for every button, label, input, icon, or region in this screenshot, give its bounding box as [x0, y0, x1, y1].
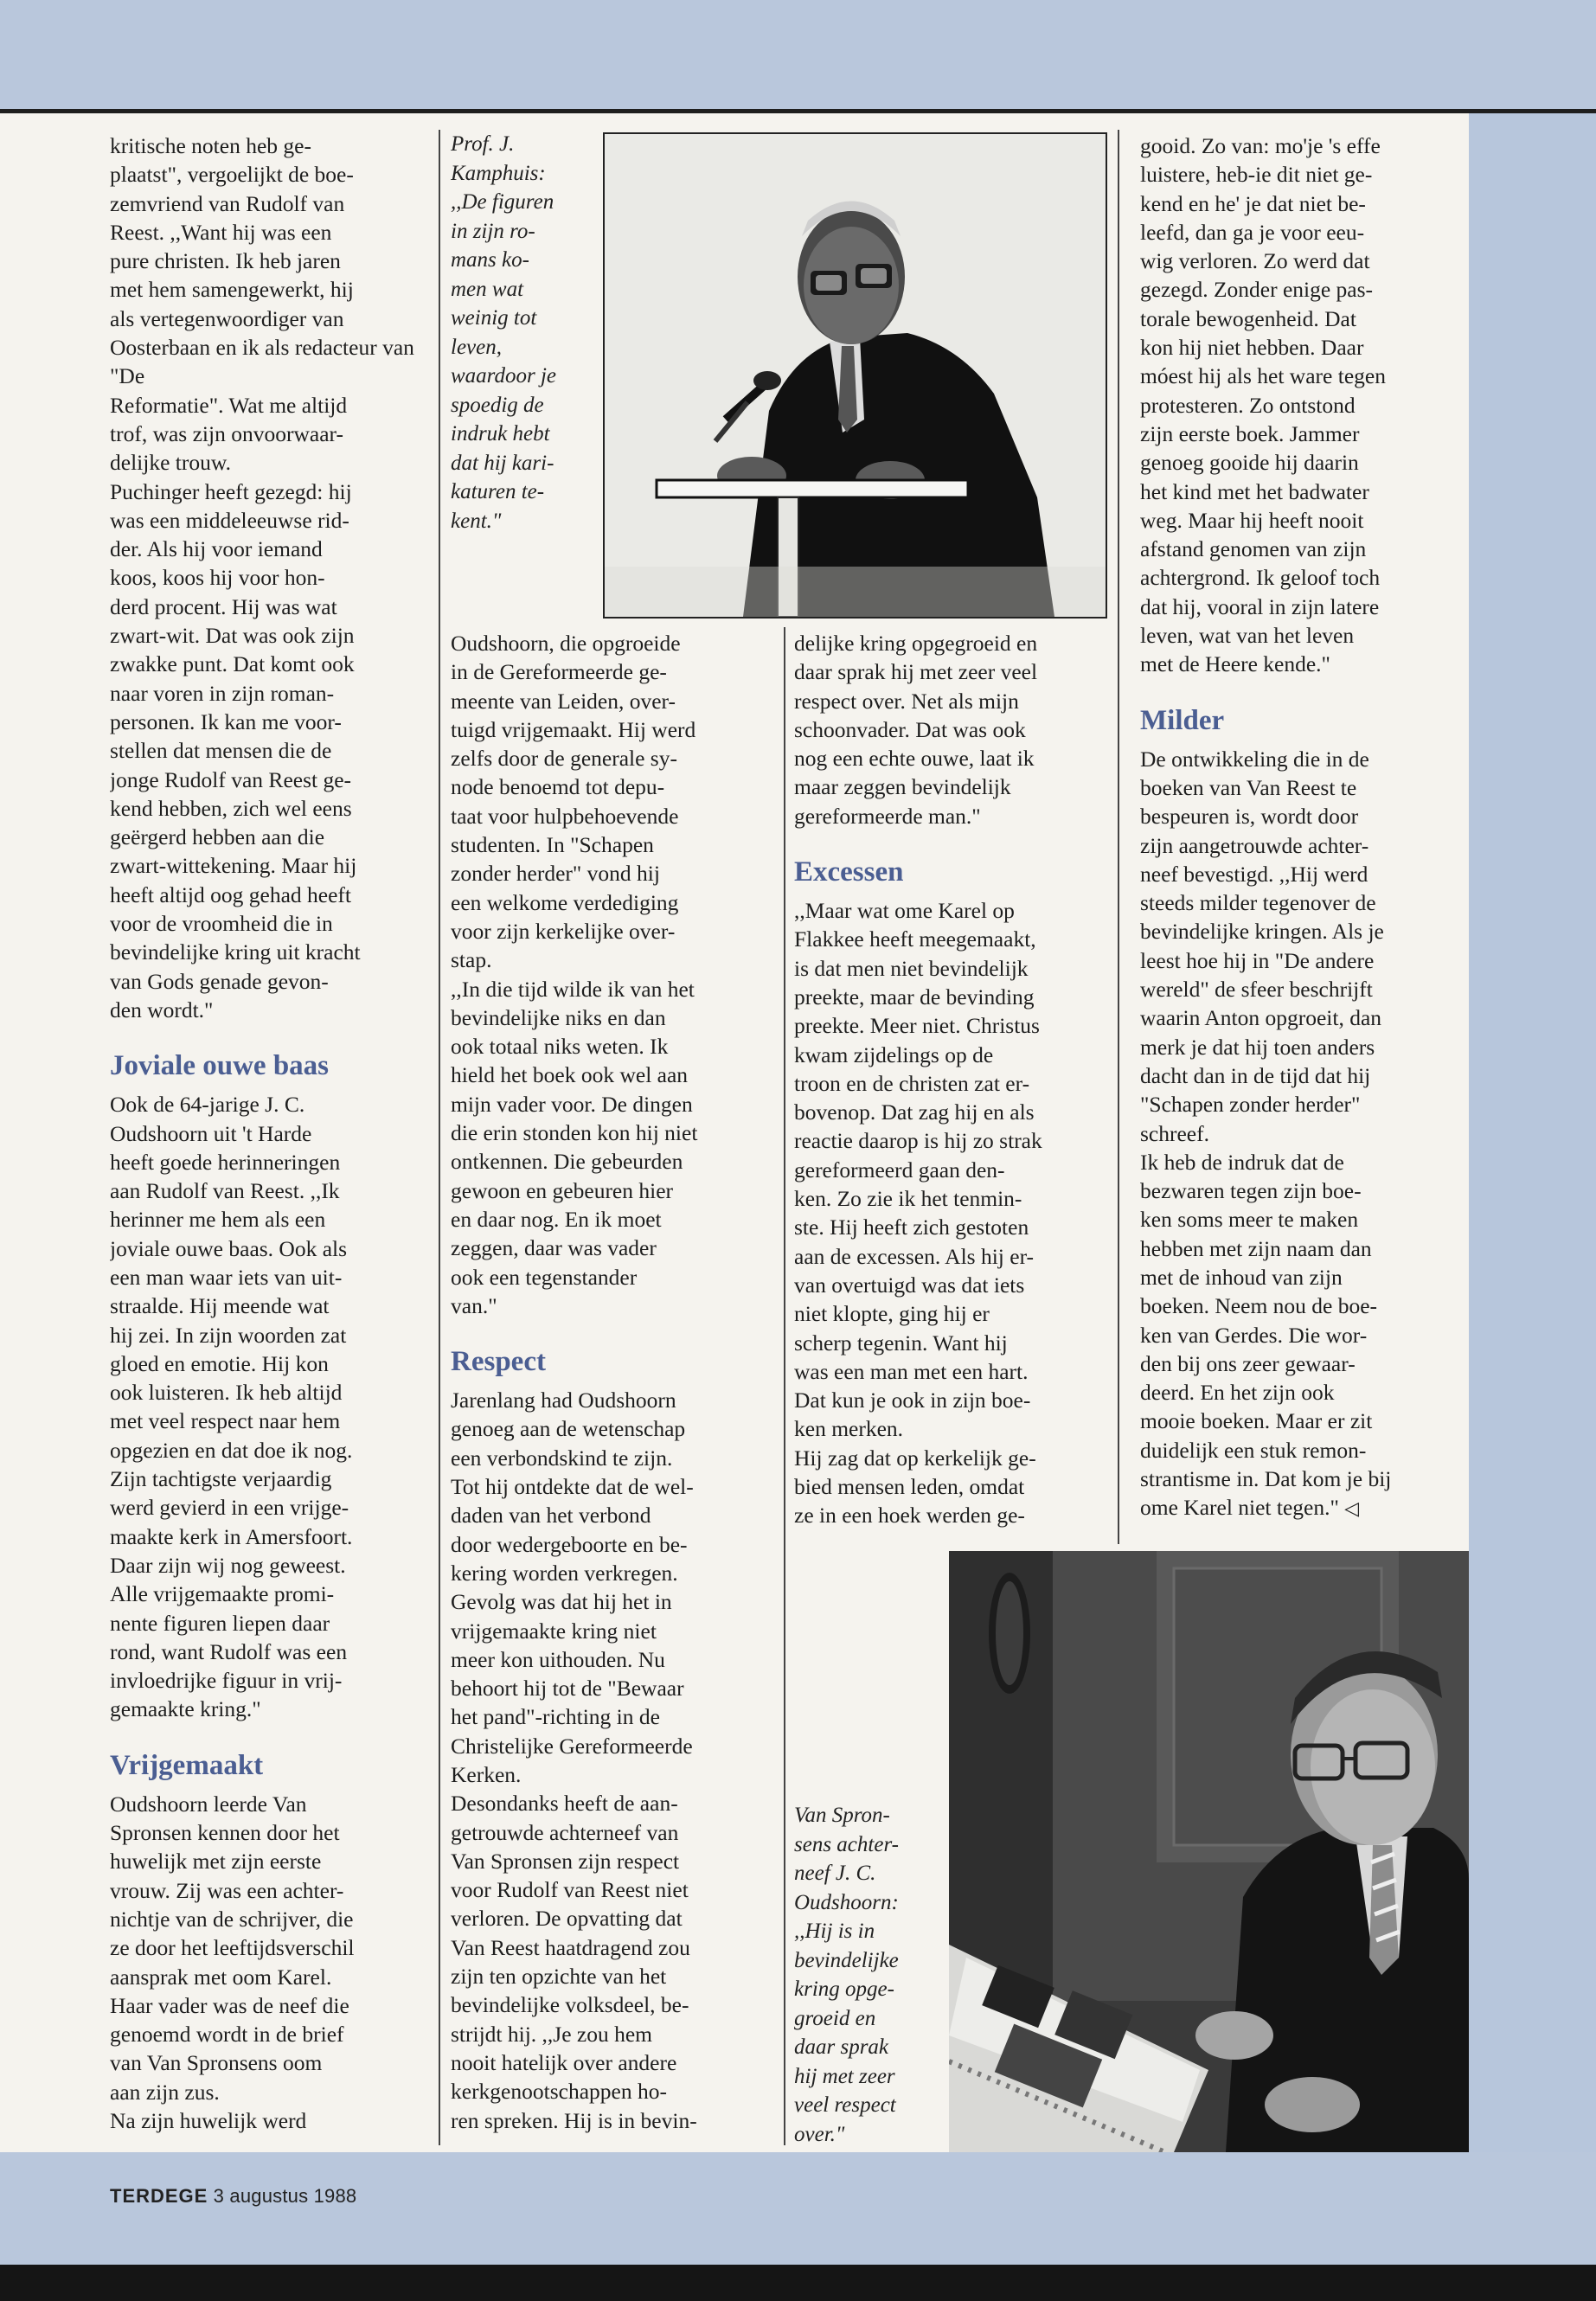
body-paragraph: gooid. Zo van: mo'je 's effe luistere, heb-ie dit niet ge- kend en he' je dat niet be- leefd, dan ga je voor eeu- wig verloren. Zo werd dat gezegd. Zonder enige pas- torale bewogenheid. Dat kon hij niet hebben. Daar móest hij als het ware tegen protesteren. Zo ontstond zijn eerste boek. Jammer genoeg gooide hij daarin het kind met het badwater weg. Maar hij heeft nooit afstand genomen van zijn achtergrond. Ik geloof toch dat hij, vooral in zijn latere leven, wat van het leven met de Heere kende.": [1140, 133, 1386, 677]
end-of-article-icon: ◁: [1344, 1498, 1360, 1521]
photo-oudshoorn-illustration: [949, 1551, 1469, 2152]
article-column-4: [1140, 131, 1462, 1541]
column-rule: [1118, 130, 1119, 1544]
body-paragraph: Jarenlang had Oudshoorn genoeg aan de wetenschap een verbondskind te zijn. Tot hij ontdekte dat de wel- daden van het verbond door wedergeboorte en be- kering worden verkregen. Gevolg was dat hij het in vrijgemaakte kring niet meer kon uithouden. Nu behoort hij tot de "Bewaar het pand"-richting in de Christelijke Gereformeerde Kerken.: [451, 1388, 694, 1787]
body-paragraph: ,,In die tijd wilde ik van het bevindelijke niks en dan ook totaal niks weten. Ik hield het boek ook wel aan mijn vader voor. De dingen die erin stonden kon hij niet ontkennen. Die gebeurden gewoon en gebeuren hier en daar nog. En ik moet zeggen, daar was vader ook een tegenstander van.": [451, 976, 698, 1318]
column-rule: [784, 627, 785, 2145]
photo-caption-kamphuis: Prof. J. Kamphuis: ,,De figuren in zijn ro- mans ko- men wat weinig tot leven, waardoor je spoedig de indruk hebt dat hij kari- katuren te- kent.": [451, 132, 556, 533]
page-footer: [110, 2185, 356, 2208]
body-paragraph: Hij zag dat op kerkelijk ge- bied mensen leden, omdat ze in een hoek werden ge-: [794, 1445, 1036, 1529]
subheading-respect: Respect: [451, 1346, 546, 1378]
body-paragraph: Ook de 64-jarige J. C. Oudshoorn uit 't Harde heeft goede herinneringen aan Rudolf van Reest. ,,Ik herinner me hem als een joviale ouwe baas. Ook als een man waar iets van uit- straalde. Hij meende wat hij zei. In zijn woorden zat gloed en emotie. Hij kon ook luisteren. Ik heb altijd met veel respect naar hem opgezien en dat doe ik nog. Zijn tachtigste verjaardig werd gevierd in een vrijge- maakte kerk in Amersfoort. Daar zijn wij nog geweest. Alle vrijgemaakte promi- nente figuren liepen daar rond, want Rudolf was een invloedrijke figuur in vrij- gemaakte kring.": [110, 1092, 353, 1722]
subheading-joviale-ouwe-baas: Joviale ouwe baas: [110, 1050, 330, 1082]
article-column-3: [794, 629, 1114, 1546]
body-paragraph: Oudshoorn, die opgroeide in de Gereformeerde ge- meente van Leiden, over- tuigd vrijgemaakt. Hij werd zelfs door de generale sy- node benoemd tot depu- taat voor hulpbehoevende studenten. In "Schapen zonder herder" vond hij een welkome verdediging voor zijn kerkelijke over- stap.: [451, 631, 696, 973]
body-paragraph: [1140, 1148, 1462, 1524]
subheading-excessen: Excessen: [794, 856, 904, 888]
issue-date: 3 augustus 1988: [213, 2185, 357, 2207]
photo-caption-oudshoorn: Van Spron- sens achter- neef J. C. Oudshoorn: ,,Hij is in bevindelijke kring opge- groeid en daar sprak hij met zeer veel respect over.": [794, 1804, 899, 2146]
photo-oudshoorn-reading: [949, 1551, 1469, 2152]
magazine-name: TERDEGE: [110, 2185, 208, 2207]
body-paragraph: Puchinger heeft gezegd: hij was een middeleeuwse rid- der. Als hij voor iemand koos, koos hij voor hon- derd procent. Hij was wat zwart-wit. Dat was ook zijn zwakke punt. Dat komt ook naar voren in zijn roman- personen. Ik kan me voor- stellen dat mensen die de jonge Rudolf van Reest ge- kend hebben, zich wel eens geërgerd hebben aan die zwart-wittekening. Maar hij heeft altijd oog gehad heeft voor de vroomheid die in bevindelijke kring uit kracht van Gods genade gevon- den wordt.": [110, 478, 361, 1022]
body-paragraph: ,,Maar wat ome Karel op Flakkee heeft meegemaakt, is dat men niet bevindelijk preekte, maar de bevinding preekte. Meer niet. Christus kwam zijdelings op de troon en de christen zat er- bovenop. Dat zag hij en als reactie daarop is hij zo strak gereformeerd gaan den- ken. Zo zie ik het tenmin- ste. Hij heeft zich gestoten aan de excessen. Als hij er- van overtuigd was dat iets niet klopte, ging hij er scherp tegenin. Want hij was een man met een hart. Dat kun je ook in zijn boe- ken merken.: [794, 898, 1042, 1442]
subheading-vrijgemaakt: Vrijgemaakt: [110, 1749, 264, 1781]
body-paragraph: kritische noten heb ge- plaatst", vergoelijkt de boe- zemvriend van Rudolf van Reest. ,,Want hij was een pure christen. Ik heb jaren met hem samengewerkt, hij als vertegenwoordiger van Oosterbaan en ik als redacteur van "De Reformatie". Wat me altijd trof, was zijn onvoorwaar- delijke trouw.: [110, 133, 414, 476]
closing-paragraph-text: Ik heb de indruk dat de bezwaren tegen zijn boe- ken soms meer te maken hebben met zijn naam dan met de inhoud van zijn boeken. Neem nou de boe- ken van Gerdes. Die wor- den bij ons zeer gewaar- deerd. En het zijn ook mooie boeken. Maar er zit duidelijk een stuk remon- strantisme in. Dat kom je bij ome Karel niet tegen.": [1140, 1149, 1392, 1521]
body-paragraph: Desondanks heeft de aan- getrouwde achterneef van Van Spronsen zijn respect voor Rudolf van Reest niet verloren. De opvatting dat Van Reest haatdragend zou zijn ten opzichte van het bevindelijke volksdeel, be- strijdt hij. ,,Je zou hem nooit hatelijk over andere kerkgenootschappen ho- ren spreken. Hij is in bevin-: [451, 1791, 697, 2133]
right-blue-margin: [1469, 113, 1596, 2152]
top-blue-band: [0, 0, 1596, 112]
body-paragraph: De ontwikkeling die in de boeken van Van Reest te bespeuren is, wordt door zijn aangetrouwde achter- neef bevestigd. ,,Hij werd steeds milder tegenover de bevindelijke kringen. Als je leest hoe hij in "De andere wereld" de sfeer beschrijft waarin Anton opgroeit, dan merk je dat hij toen anders dacht dan in de tijd dat hij "Schapen zonder herder" schreef.: [1140, 746, 1384, 1146]
article-column-1: [110, 131, 432, 2147]
bottom-black-rule: [0, 2265, 1596, 2301]
photo-kamphuis-speaking: [603, 132, 1107, 619]
article-column-2: [451, 629, 778, 2147]
body-paragraph: delijke kring opgegroeid en daar sprak hij met zeer veel respect over. Net als mijn schoonvader. Dat was ook nog een echte ouwe, laat ik maar zeggen bevindelijk gereformeerde man.": [794, 631, 1038, 829]
subheading-milder: Milder: [1140, 704, 1225, 736]
body-paragraph: Oudshoorn leerde Van Spronsen kennen door het huwelijk met zijn eerste vrouw. Zij was een achter- nichtje van de schrijver, die ze door het leeftijdsverschil aansprak met oom Karel. Haar vader was de neef die genoemd wordt in de brief van Van Spronsens oom aan zijn zus. Na zijn huwelijk werd: [110, 1791, 355, 2133]
photo-kamphuis-illustration: [605, 134, 1106, 617]
column-rule: [439, 130, 440, 2145]
bottom-blue-band: [0, 2152, 1596, 2266]
